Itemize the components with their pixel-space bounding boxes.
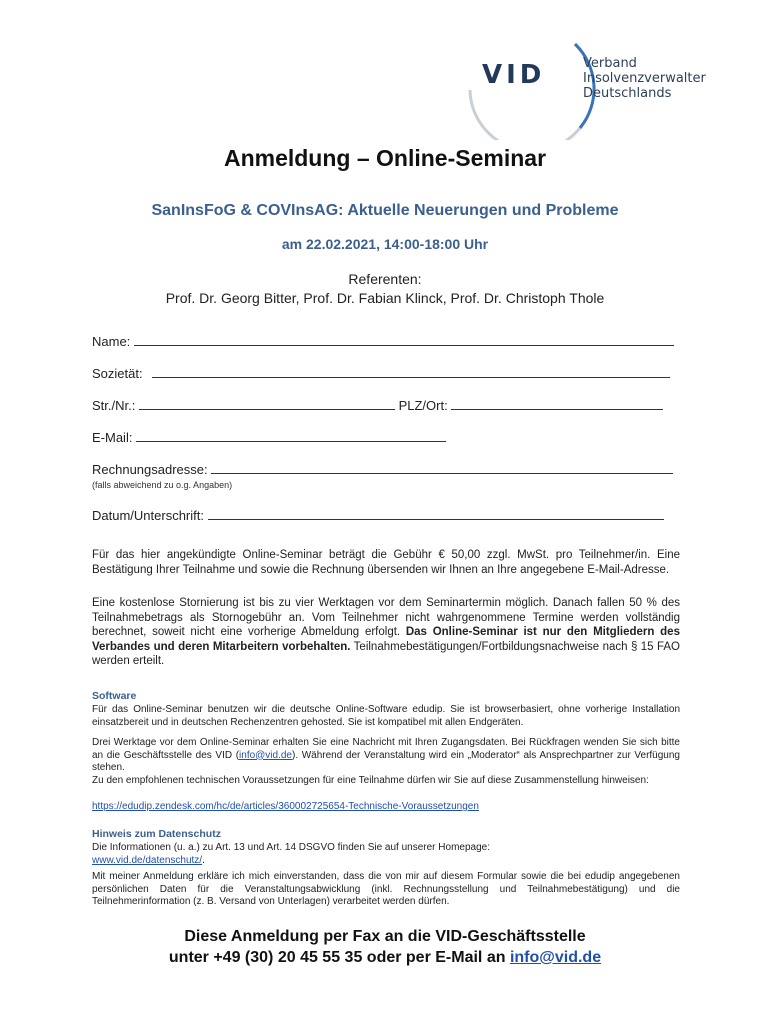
software-paragraph-1: Für das Online-Seminar benutzen wir die deutsche Online-Software edudip. Sie ist browserbasiert, ohne vorherige Installation einsatzbereit und in deutschen Rechenzentren gehosted. Sie ist kompatibel mit allen Endgeräten.	[92, 704, 680, 728]
billing-label: Rechnungsadresse:	[92, 462, 208, 477]
street-label: Str./Nr.:	[92, 398, 136, 413]
sozietaet-label: Sozietät:	[92, 366, 143, 381]
members-only-text: Das Online-Seminar ist nur den Mitgliedern des Verbandes und deren Mitarbeitern vorbehalten.	[92, 626, 680, 653]
logo-text	[583, 56, 706, 101]
billing-note: (falls abweichend zu o.g. Angaben)	[92, 480, 233, 490]
plz-field[interactable]	[451, 398, 663, 410]
sozietaet-field-row	[92, 366, 670, 381]
software-paragraph-3: Zu den empfohlenen technischen Voraussetzungen für eine Teilnahme dürfen wir Sie auf diese Zusammenstellung hinweisen:	[92, 775, 649, 786]
signature-field[interactable]	[208, 508, 664, 520]
privacy-link[interactable]: www.vid.de/datenschutz/	[92, 854, 203, 866]
privacy-p1-text: Die Informationen (u. a.) zu Art. 13 und Art. 14 DSGVO finden Sie auf unserer Homepage:	[92, 842, 490, 853]
cancellation-text: Eine kostenlose Stornierung ist bis zu vier Werktagen vor dem Seminartermin möglich. Danach fallen 50 % des Teilnahmebetrags als Stornogebühr an. Vom Teilnehmer nicht wahrgenommene Termine werden vollständig berechnet, soweit nicht eine vorherige Abmeldung erfolgt.	[92, 597, 680, 638]
email-label: E-Mail:	[92, 430, 133, 445]
logo-line-1: Verband	[583, 56, 637, 71]
logo-line-3: Deutschlands	[583, 86, 672, 101]
signature-label: Datum/Unterschrift:	[92, 508, 204, 523]
billing-field-row	[92, 462, 673, 477]
footer-email-link[interactable]: info@vid.de	[509, 949, 602, 966]
requirements-link[interactable]: https://edudip.zendesk.com/hc/de/articles/360002725654-Technische-Voraussetzungen	[92, 801, 479, 812]
name-field-row	[92, 334, 674, 349]
sozietaet-field[interactable]	[152, 366, 670, 378]
privacy-link-suffix: .	[202, 854, 205, 866]
software-link-row	[92, 801, 680, 814]
logo-arc-grey	[470, 90, 580, 140]
signature-field-row	[92, 508, 664, 523]
address-field-row	[92, 398, 663, 413]
page-title: Anmeldung – Online-Seminar	[223, 145, 547, 171]
footer-line-2	[0, 949, 770, 967]
logo-line-2: Insolvenzverwalter	[583, 71, 706, 86]
info-email-link[interactable]: info@vid.de	[239, 749, 292, 761]
billing-field[interactable]	[211, 462, 673, 474]
privacy-paragraph-2: Mit meiner Anmeldung erkläre ich mich einverstanden, dass die von mir auf diesem Formular sowie die bei edudip angegebenen persönlichen Daten für die Veranstaltungsabwicklung (inkl. Rechnungsstellung und Teilnahmebestätigung) und die Teilnehmerinformation (z. B. Versand von Unterlagen) verarbeitet werden dürfen.	[92, 871, 680, 907]
footer-line-1: Diese Anmeldung per Fax an die VID-Geschäftsstelle	[184, 928, 586, 945]
email-field-row	[92, 430, 446, 445]
software-p2-text: Drei Werktage vor dem Online-Seminar erhalten Sie eine Nachricht mit Ihren Zugangsdaten. Bei Rückfragen wenden Sie sich bitte an die Geschäftsstelle des VID (	[92, 737, 680, 761]
software-p2-end: ). Während der Veranstaltung wird ein „Moderator“ als Ansprechpartner zur Verfügung stehen.	[92, 749, 680, 773]
privacy-heading: Hinweis zum Datenschutz	[92, 828, 221, 840]
fax-text: unter +49 (30) 20 45 55 35 oder per E-Mail an	[168, 949, 510, 966]
seminar-date: am 22.02.2021, 14:00-18:00 Uhr	[281, 236, 489, 252]
fee-paragraph: Für das hier angekündigte Online-Seminar beträgt die Gebühr € 50,00 zzgl. MwSt. pro Teilnehmer/in. Eine Bestätigung Ihrer Teilnahme und sowie die Rechnung übersenden wir Ihnen an Ihre angegebene E-Mail-Adresse.	[92, 549, 680, 576]
software-heading: Software	[92, 690, 137, 702]
name-label: Name:	[92, 334, 131, 349]
plz-label: PLZ/Ort:	[398, 398, 448, 413]
certificate-text: Teilnahmebestätigungen/Fortbildungsnachweise nach § 15 FAO werden erteilt.	[92, 640, 680, 667]
software-paragraph-2	[92, 737, 680, 775]
street-field[interactable]	[139, 398, 395, 410]
email-field[interactable]	[136, 430, 446, 442]
seminar-subtitle: SanInsFoG & COVInsAG: Aktuelle Neuerungen und Probleme	[151, 202, 619, 219]
logo-abbr: VID	[482, 60, 546, 90]
cancellation-paragraph	[92, 596, 680, 669]
privacy-paragraph-1	[92, 842, 680, 867]
name-field[interactable]	[134, 334, 674, 346]
referents-label: Referenten:	[348, 271, 422, 287]
referents-names: Prof. Dr. Georg Bitter, Prof. Dr. Fabian Klinck, Prof. Dr. Christoph Thole	[165, 290, 605, 306]
